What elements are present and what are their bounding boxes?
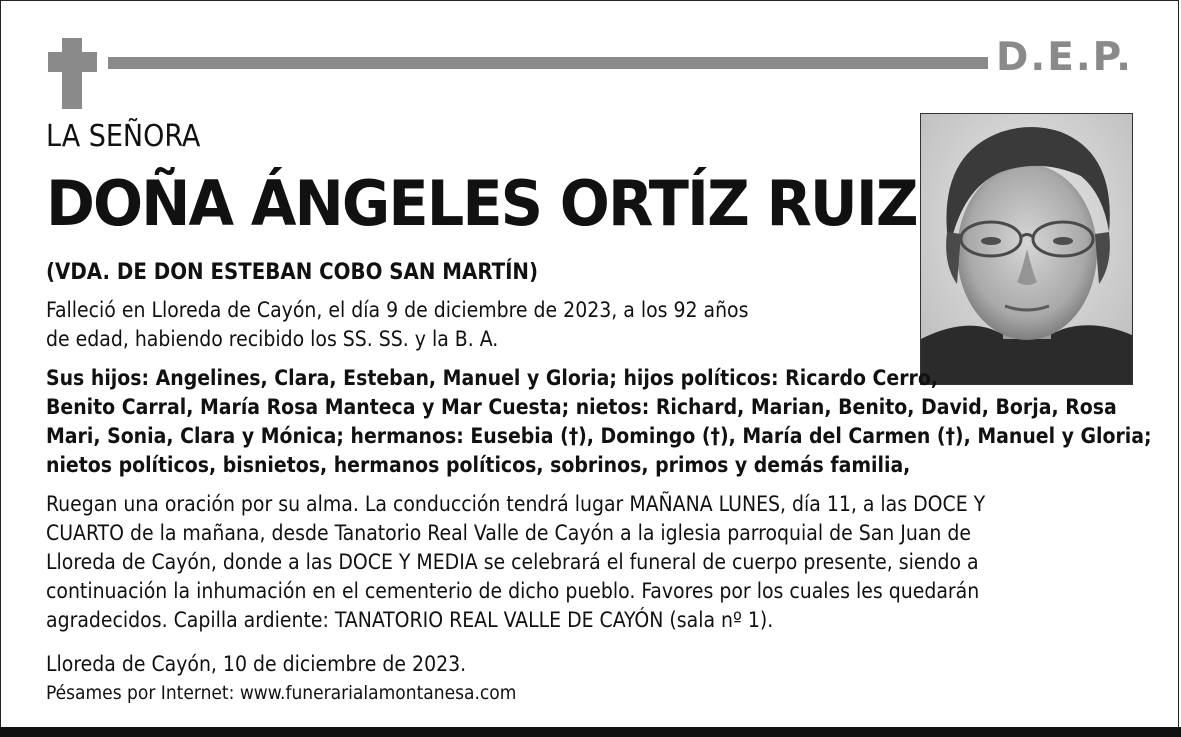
family-line: Sus hijos: Angelines, Clara, Esteban, Manuel y Gloria; hijos políticos: Ricardo Cerro,	[46, 366, 939, 390]
bottom-border	[0, 727, 1181, 737]
service-line: agradecidos. Capilla ardiente: TANATORIO REAL VALLE DE CAYÓN (sala nº 1).	[46, 608, 774, 632]
death-info-line: de edad, habiendo recibido los SS. SS. y la B. A.	[46, 327, 499, 351]
header-rule	[108, 57, 988, 69]
family-line: nietos políticos, bisnietos, hermanos políticos, sobrinos, primos y demás familia,	[46, 453, 911, 477]
service-line: CUARTO de la mañana, desde Tanatorio Real Valle de Cayón a la iglesia parroquial de San Juan de	[46, 521, 971, 545]
service-line: Ruegan una oración por su alma. La conducción tendrá lugar MAÑANA LUNES, día 11, a las DOCE Y	[46, 492, 986, 516]
widow-of-line: (VDA. DE DON ESTEBAN COBO SAN MARTÍN)	[46, 260, 539, 285]
cross-icon	[62, 38, 82, 109]
service-line: continuación la inhumación en el cementerio de dicho pueblo. Favores por los cuales les quedarán	[46, 579, 980, 603]
place-date: Lloreda de Cayón, 10 de diciembre de 2023.	[46, 652, 467, 676]
family-line: Mari, Sonia, Clara y Mónica; hermanos: Eusebia (†), Domingo (†), María del Carmen (†), Manuel y Gloria;	[46, 424, 1152, 448]
portrait-photo	[920, 113, 1133, 385]
condolences-link[interactable]: Pésames por Internet: www.funerarialamontanesa.com	[46, 682, 517, 704]
death-info-line: Falleció en Lloreda de Cayón, el día 9 de diciembre de 2023, a los 92 años	[46, 298, 749, 322]
dep-label: D.E.P.	[996, 35, 1133, 80]
service-line: Lloreda de Cayón, donde a las DOCE Y MEDIA se celebrará el funeral de cuerpo presente, siendo a	[46, 550, 979, 574]
family-line: Benito Carral, María Rosa Manteca y Mar Cuesta; nietos: Richard, Marian, Benito, David, Borja, Rosa	[46, 395, 1117, 419]
title-prefix: LA SEÑORA	[46, 119, 201, 154]
deceased-name: DOÑA ÁNGELES ORTÍZ RUIZ	[46, 167, 917, 240]
cross-icon-bar	[48, 52, 97, 72]
